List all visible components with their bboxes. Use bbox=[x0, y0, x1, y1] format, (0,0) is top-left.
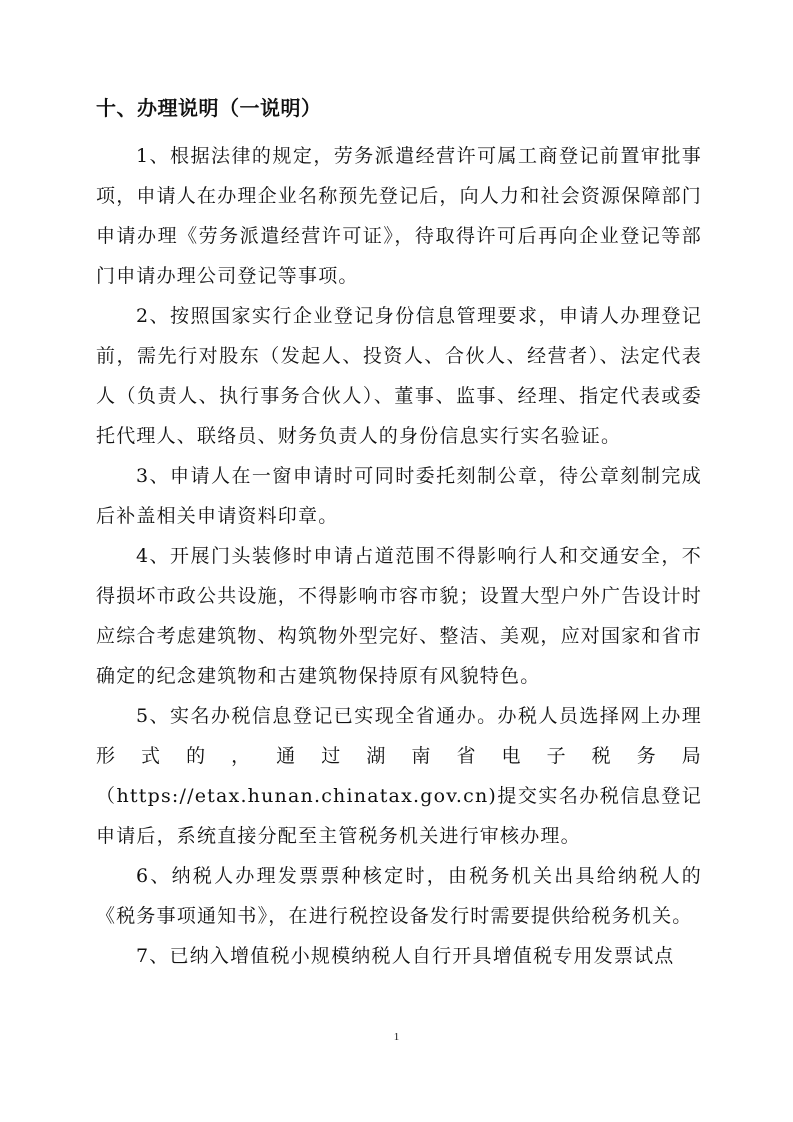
paragraph-2: 2、按照国家实行企业登记身份信息管理要求，申请人办理登记前，需先行对股东（发起人、投资人、合伙人、经营者）、法定代表人（负责人、执行事务合伙人）、董事、监事、经理、指定代表或委托代理人、联络员、财务负责人的身份信息实行实名验证。 bbox=[96, 305, 702, 447]
paragraph-1: 1、根据法律的规定，劳务派遣经营许可属工商登记前置审批事项，申请人在办理企业名称预先登记后，向人力和社会资源保障部门申请办理《劳务派遣经营许可证》，待取得许可后再向企业登记等部门申请办理公司登记等事项。 bbox=[96, 145, 703, 287]
body-text bbox=[96, 136, 702, 976]
paragraph-5: 5、实名办税信息登记已实现全省通办。办税人员选择网上办理形式的，通过湖南省电子税务局（https://etax.hunan.chinatax.gov.cn)提交实名办税信息登记申请后，系统直接分配至主管税务机关进行审核办理。 bbox=[96, 705, 702, 847]
page-number: 1 bbox=[393, 1031, 400, 1043]
section-heading: 十、办理说明（一说明） bbox=[96, 96, 322, 120]
paragraph-7: 7、已纳入增值税小规模纳税人自行开具增值税专用发票试点 bbox=[136, 945, 675, 967]
paragraph-4: 4、开展门头装修时申请占道范围不得影响行人和交通安全，不得损坏市政公共设施，不得影响市容市貌；设置大型户外广告设计时应综合考虑建筑物、构筑物外型完好、整洁、美观，应对国家和省市确定的纪念建筑物和古建筑物保持原有风貌特色。 bbox=[96, 545, 703, 687]
paragraph-6: 6、纳税人办理发票票种核定时，由税务机关出具给纳税人的《税务事项通知书》，在进行税控设备发行时需要提供给税务机关。 bbox=[96, 865, 702, 927]
paragraph-3: 3、申请人在一窗申请时可同时委托刻制公章，待公章刻制完成后补盖相关申请资料印章。 bbox=[96, 465, 702, 527]
